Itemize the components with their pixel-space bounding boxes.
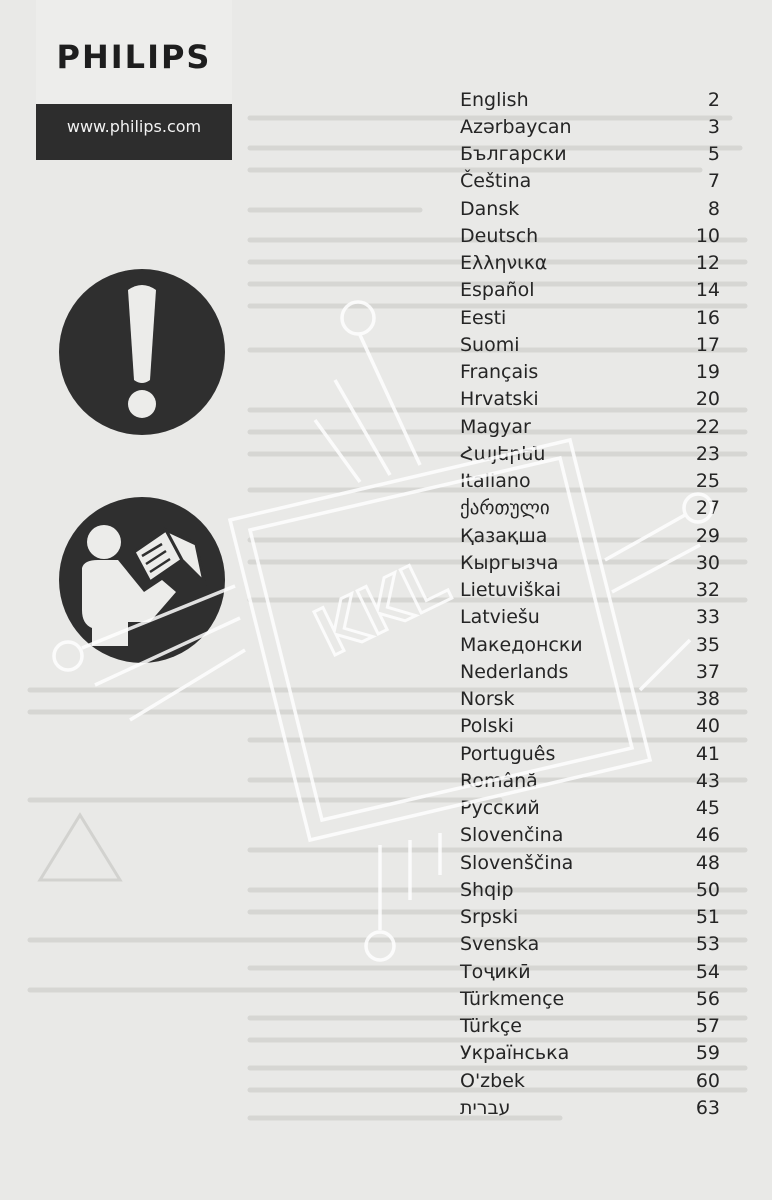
toc-row: [460, 86, 720, 113]
toc-language: Македонски: [460, 633, 583, 656]
brand-logo: PHILIPS: [56, 38, 212, 76]
toc-page-number: 32: [695, 579, 720, 602]
toc-page-number: 51: [695, 906, 720, 929]
toc-language: Français: [460, 361, 539, 384]
toc-row: [460, 658, 720, 685]
toc-row: [460, 549, 720, 576]
toc-language: Português: [460, 742, 556, 765]
toc-row: [460, 740, 720, 767]
toc-page-number: 33: [695, 606, 720, 629]
toc-row: [460, 686, 720, 713]
toc-language: עברית: [460, 1096, 511, 1119]
toc-row: [460, 331, 720, 358]
toc-language: Magyar: [460, 415, 531, 438]
toc-row: [460, 359, 720, 386]
toc-language: O'zbek: [460, 1069, 525, 1092]
toc-page-number: 14: [695, 279, 720, 302]
toc-page-number: 46: [695, 824, 720, 847]
toc-row: [460, 931, 720, 958]
toc-page-number: 16: [695, 306, 720, 329]
toc-page-number: 2: [707, 88, 720, 111]
toc-row: [460, 849, 720, 876]
toc-page-number: 41: [695, 742, 720, 765]
toc-row: [460, 168, 720, 195]
toc-row: [460, 767, 720, 794]
toc-row: [460, 113, 720, 140]
toc-page-number: 63: [695, 1096, 720, 1119]
toc-language: Polski: [460, 715, 514, 738]
toc-language: Română: [460, 769, 538, 792]
toc-page-number: 10: [695, 224, 720, 247]
toc-language: Қазақша: [460, 524, 548, 547]
toc-language: Azərbaycan: [460, 115, 572, 138]
toc-page-number: 38: [695, 688, 720, 711]
toc-row: [460, 522, 720, 549]
toc-row: [460, 250, 720, 277]
toc-page-number: 35: [695, 633, 720, 656]
toc-language: Русский: [460, 797, 540, 820]
exclamation-warning-icon: [58, 268, 226, 436]
toc-language: Italiano: [460, 470, 531, 493]
toc-row: [460, 876, 720, 903]
toc-language: Español: [460, 279, 535, 302]
toc-language: Български: [460, 143, 567, 166]
toc-row: [460, 1040, 720, 1067]
toc-page-number: 48: [695, 851, 720, 874]
toc-page-number: 37: [695, 660, 720, 683]
toc-language: Deutsch: [460, 224, 539, 247]
toc-page-number: 25: [695, 470, 720, 493]
toc-language: ქართული: [460, 497, 550, 520]
toc-row: [460, 1094, 720, 1121]
toc-language: Suomi: [460, 333, 520, 356]
toc-language: Shqip: [460, 878, 514, 901]
toc-page-number: 27: [695, 497, 720, 520]
toc-language: Українська: [460, 1042, 570, 1065]
toc-page-number: 40: [695, 715, 720, 738]
toc-row: [460, 468, 720, 495]
toc-language: Кыргызча: [460, 551, 559, 574]
toc-row: [460, 440, 720, 467]
toc-row: [460, 822, 720, 849]
toc-page-number: 59: [695, 1042, 720, 1065]
toc-row: [460, 195, 720, 222]
toc-page-number: 45: [695, 797, 720, 820]
language-index: [460, 86, 720, 1122]
toc-page-number: 60: [695, 1069, 720, 1092]
toc-row: [460, 304, 720, 331]
toc-page-number: 17: [695, 333, 720, 356]
toc-page-number: 43: [695, 769, 720, 792]
toc-page-number: 5: [707, 143, 720, 166]
toc-row: [460, 631, 720, 658]
toc-page-number: 56: [695, 987, 720, 1010]
toc-language: Հայերեն: [460, 442, 546, 465]
toc-language: Türkçe: [460, 1015, 522, 1038]
toc-row: [460, 795, 720, 822]
toc-language: Lietuviškai: [460, 579, 562, 602]
toc-language: Srpski: [460, 906, 519, 929]
toc-row: [460, 904, 720, 931]
toc-language: Nederlands: [460, 660, 569, 683]
toc-language: Slovenščina: [460, 851, 574, 874]
toc-language: English: [460, 88, 529, 111]
read-manual-icon: [58, 496, 226, 664]
toc-page-number: 23: [695, 442, 720, 465]
toc-page-number: 29: [695, 524, 720, 547]
toc-page-number: 54: [695, 960, 720, 983]
toc-row: [460, 958, 720, 985]
toc-row: [460, 386, 720, 413]
toc-language: Svenska: [460, 933, 540, 956]
brand-url: www.philips.com: [66, 117, 202, 136]
toc-page-number: 22: [695, 415, 720, 438]
toc-page-number: 8: [707, 197, 720, 220]
toc-language: Тоҷикӣ: [460, 960, 531, 983]
toc-page-number: 30: [695, 551, 720, 574]
toc-language: Slovenčina: [460, 824, 564, 847]
toc-page-number: 3: [707, 115, 720, 138]
toc-page-number: 12: [695, 252, 720, 275]
toc-row: [460, 985, 720, 1012]
toc-row: [460, 277, 720, 304]
toc-language: Eesti: [460, 306, 507, 329]
toc-row: [460, 604, 720, 631]
toc-language: Dansk: [460, 197, 520, 220]
toc-page-number: 20: [695, 388, 720, 411]
toc-row: [460, 222, 720, 249]
toc-row: [460, 577, 720, 604]
toc-row: [460, 1013, 720, 1040]
toc-page-number: 7: [707, 170, 720, 193]
toc-page-number: 53: [695, 933, 720, 956]
toc-language: Norsk: [460, 688, 515, 711]
toc-row: [460, 141, 720, 168]
toc-page-number: 50: [695, 878, 720, 901]
toc-language: Čeština: [460, 170, 532, 193]
toc-row: [460, 1067, 720, 1094]
toc-language: Latviešu: [460, 606, 540, 629]
toc-language: Türkmençe: [460, 987, 565, 1010]
toc-page-number: 57: [695, 1015, 720, 1038]
toc-language: Ελληνικα: [460, 252, 548, 275]
toc-row: [460, 413, 720, 440]
toc-row: [460, 495, 720, 522]
toc-page-number: 19: [695, 361, 720, 384]
toc-language: Hrvatski: [460, 388, 539, 411]
brand-header: [36, 0, 232, 160]
toc-row: [460, 713, 720, 740]
